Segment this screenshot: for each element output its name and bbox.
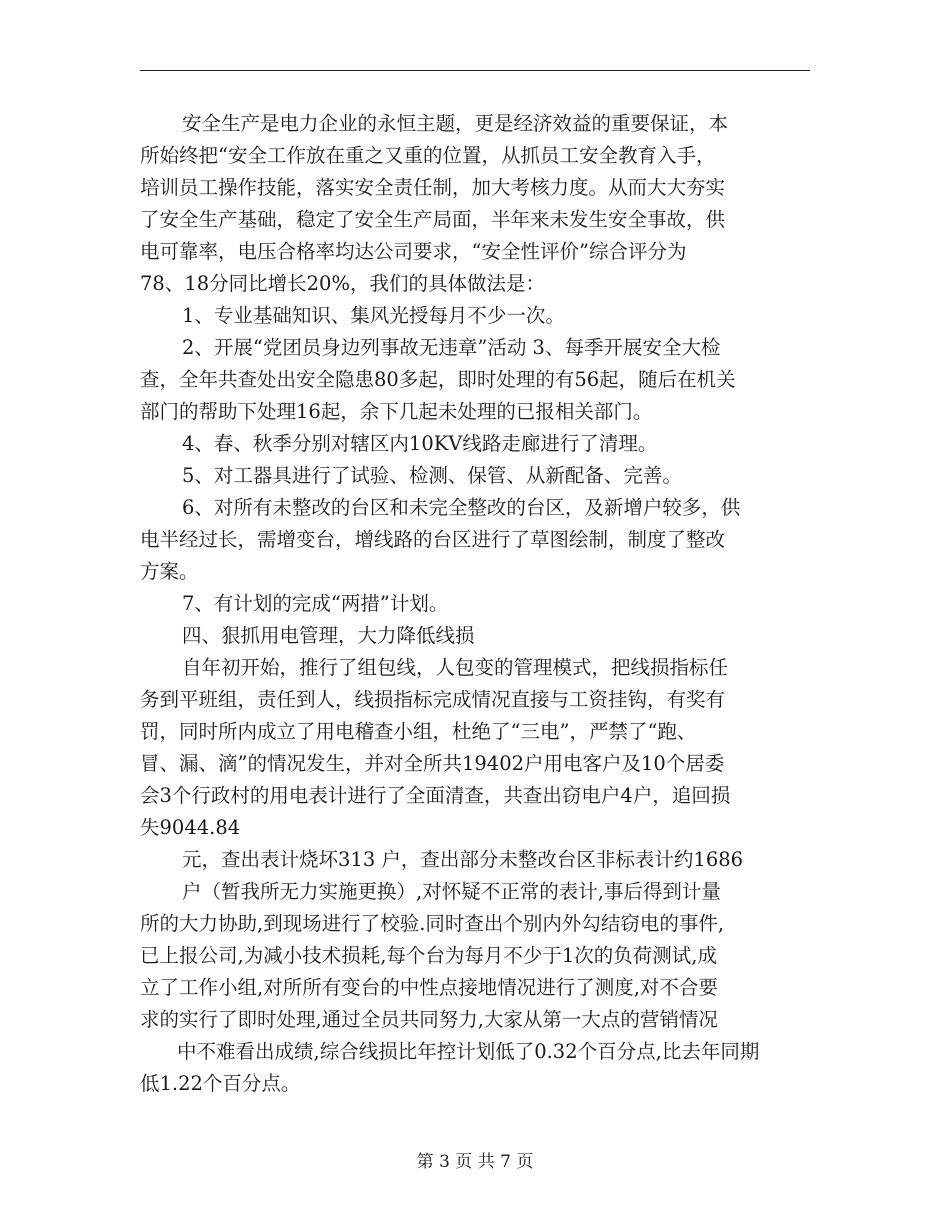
header-rule: [140, 70, 810, 71]
document-body: [140, 108, 812, 1100]
paragraph-line: 安全生产是电力企业的永恒主题，更是经济效益的重要保证，本: [182, 112, 729, 135]
list-item: 4、春、秋季分别对辖区内10KV线路走廊进行了清理。: [182, 432, 658, 455]
paragraph-line: 务到平班组，责任到人，线损指标完成情况直接与工资挂钩，有奖有: [140, 688, 726, 711]
paragraph-line: 已上报公司,为减小技术损耗,每个台为每月不少于1次的负荷测试,成: [140, 944, 718, 967]
paragraph-line: 电可靠率，电压合格率均达公司要求，“安全性评价”综合评分为: [140, 240, 687, 263]
page-number-footer: 第 3 页 共 7 页: [416, 1152, 534, 1172]
paragraph-line: 失9044.84: [140, 816, 241, 839]
list-item: 5、对工器具进行了试验、检测、保管、从新配备、完善。: [182, 464, 682, 487]
paragraph-line: 所始终把“安全工作放在重之又重的位置，从抓员工安全教育入手，: [140, 144, 716, 167]
paragraph-line: 查，全年共查处出安全隐患80多起，即时处理的有56起，随后在机关: [140, 368, 736, 391]
paragraph-line: 培训员工操作技能，落实安全责任制，加大考核力度。从而大大夯实: [140, 176, 726, 199]
paragraph-line: 元，查出表计烧坏313 户，查出部分未整改台区非标表计约1686: [182, 848, 744, 871]
paragraph-line: 户（暂我所无力实施更换）,对怀疑不正常的表计,事后得到计量: [182, 880, 721, 903]
paragraph-line: 自年初开始，推行了组包线，人包变的管理模式，把线损指标任: [182, 656, 729, 679]
paragraph-line: 低1.22个百分点。: [140, 1072, 301, 1095]
section-heading: 四、狠抓用电管理，大力降低线损: [182, 624, 475, 647]
paragraph-line: 方案。: [140, 560, 199, 583]
list-item: 2、开展“党团员身边列事故无违章”活动 3、每季开展安全大检: [182, 336, 721, 359]
paragraph-line: 冒、漏、滴”的情况发生，并对全所共19402户用电客户及10个居委: [140, 752, 725, 775]
paragraph-line: 所的大力协助,到现场进行了校验.同时查出个别内外勾结窃电的事件,: [140, 912, 725, 935]
paragraph-line: 罚，同时所内成立了用电稽查小组，杜绝了“三电”，严禁了“跑、: [140, 720, 697, 743]
paragraph-line: 电半经过长，需增变台，增线路的台区进行了草图绘制，制度了整改: [140, 528, 726, 551]
list-item: 6、对所有未整改的台区和未完全整改的台区，及新增户较多，供: [182, 496, 741, 519]
paragraph-line: 立了工作小组,对所所有变台的中性点接地情况进行了测度,对不合要: [140, 976, 718, 999]
paragraph-line: 了安全生产基础，稳定了安全生产局面，半年来未发生安全事故，供: [140, 208, 726, 231]
paragraph-line: 78、18分同比增长20%，我们的具体做法是：: [140, 272, 545, 295]
list-item: 1、专业基础知识、集风光授每月不少一次。: [182, 304, 565, 327]
paragraph-line: 中不难看出成绩,综合线损比年控计划低了0.32个百分点,比去年同期: [177, 1040, 760, 1063]
paragraph-line: 会3个行政村的用电表计进行了全面清查，共查出窃电户4户，追回损: [140, 784, 731, 807]
paragraph-line: 部门的帮助下处理16起，余下几起未处理的已报相关部门。: [140, 400, 653, 423]
paragraph-line: 求的实行了即时处理,通过全员共同努力,大家从第一大点的营销情况: [140, 1008, 718, 1031]
list-item: 7、有计划的完成“两措”计划。: [182, 592, 449, 615]
